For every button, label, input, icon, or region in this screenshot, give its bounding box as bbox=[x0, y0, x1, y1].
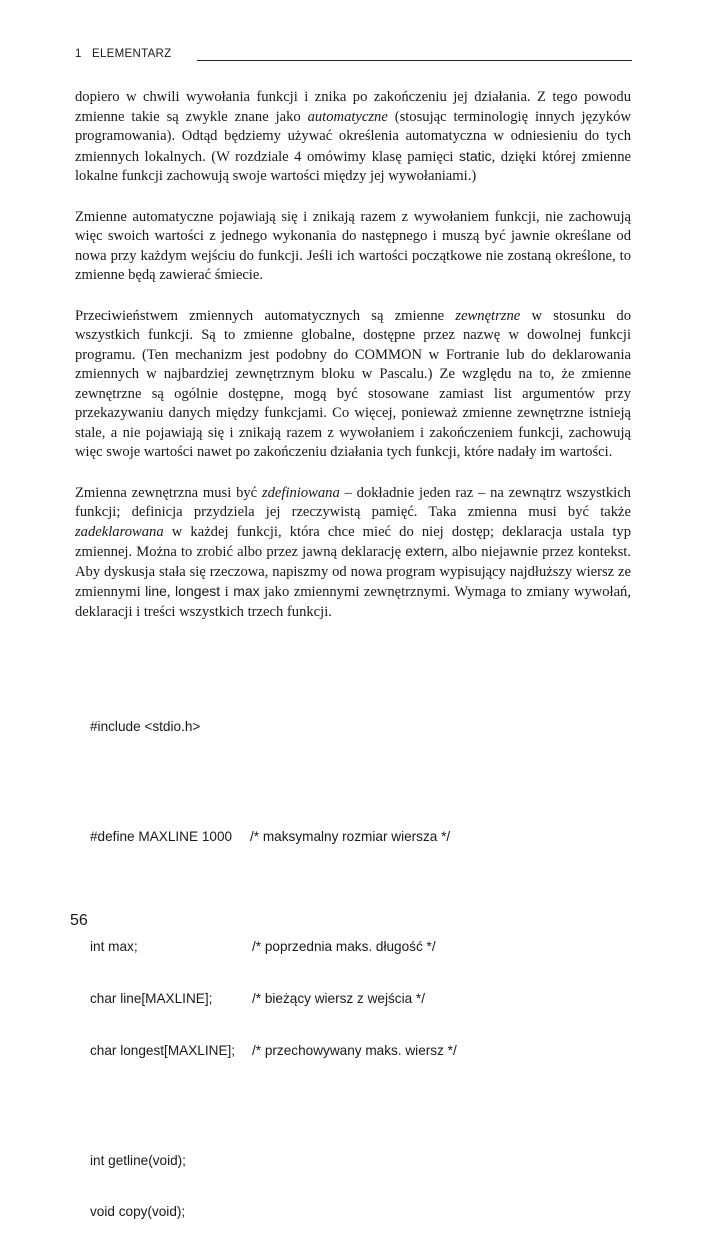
code-line-proto: int getline(void); bbox=[90, 1152, 186, 1168]
chapter-number: 1 bbox=[75, 48, 82, 60]
code-line-decl: char longest[MAXLINE]; /* przechowywany maks. wiersz */ bbox=[90, 1042, 457, 1058]
code-listing bbox=[90, 684, 457, 1238]
header-rule bbox=[197, 60, 632, 61]
chapter-title: ELEMENTARZ bbox=[92, 48, 172, 60]
body-text bbox=[75, 88, 631, 643]
code-line-define: #define MAXLINE 1000 /* maksymalny rozmiar wiersza */ bbox=[90, 829, 451, 845]
paragraph-2: Zmienne automatyczne pojawiają się i znikają razem z wywołaniem funkcji, nie zachowują więc swoich wartości z jednego wykonania do następnego i muszą być jawnie określane od nowa przy każdym wejściu do funkcji. Jeśli ich wartości początkowe nie zostaną określone, to zmienne będą zawierać śmiecie. bbox=[75, 208, 631, 283]
code-comment: /* poprzednia maks. długość */ bbox=[252, 939, 436, 955]
page-number: 56 bbox=[70, 912, 88, 929]
term-zdefiniowana: zdefiniowana bbox=[261, 484, 340, 501]
code-line-proto: void copy(void); bbox=[90, 1204, 186, 1220]
keyword-static: static bbox=[458, 147, 492, 164]
term-automatyczne: automatyczne bbox=[307, 108, 388, 125]
code-comment: /* przechowywany maks. wiersz */ bbox=[252, 1042, 457, 1058]
keyword-max: max bbox=[233, 583, 260, 599]
paragraph-3: Przeciwieństwem zmiennych automatycznych są zmienne zewnętrzne w stosunku do wszystkich funkcji. Są to zmienne globalne, dostępne przez nazwę w dowolnej funkcji programu. (Ten mechanizm jest podobny do COMMON w Fortranie lub do deklarowania zmiennych w najbardziej zewnętrznym bloku w Pascalu.) Ze względu na to, że zmienne zewnętrzne są ogólnie dostępne, mogą być stosowane zamiast list argumentów przy przekazywaniu danych między funkcjami. Co więcej, ponieważ zmienne zewnętrzne istnieją stale, a nie pojawiają się i znikają razem z wywołaniem i zakończeniem funkcji, zachowują więc swoje wartości nawet po zakończeniu działania tych funkcji, które nadały im wartości. bbox=[75, 307, 632, 460]
keyword-extern: extern bbox=[405, 543, 445, 559]
paragraph-1: dopiero w chwili wywołania funkcji i znika po zakończeniu jej działania. Z tego powodu zmienne takie są zwykle znane jako automatyczne (stosując terminologię innych języków programowania). Odtąd będziemy używać określenia automatyczna w odniesieniu do tych zmiennych lokalnych. (W rozdziale 4 omówimy klasę pamięci static, dzięki której zmienne lokalne funkcji zachowują swoje wartości między jej wywołaniami.) bbox=[75, 89, 631, 184]
term-zadeklarowana: zadeklarowana bbox=[75, 523, 164, 540]
code-comment: /* maksymalny rozmiar wiersza */ bbox=[250, 829, 451, 845]
running-header bbox=[75, 48, 635, 66]
keyword-line: line bbox=[145, 583, 167, 599]
code-line-decl: int max; /* poprzednia maks. długość */ bbox=[90, 939, 436, 955]
code-line-decl: char line[MAXLINE]; /* bieżący wiersz z wejścia */ bbox=[90, 991, 425, 1006]
paragraph-4: Zmienna zewnętrzna musi być zdefiniowana – dokładnie jeden raz – na zewnątrz wszystkich funkcji; definicja przydziela jej rzeczywistą pamięć. Taka zmienna musi być także zadeklarowana w każdej funkcji, która chce mieć do niej dostęp; deklaracja ustala typ zmiennej. Można to zrobić albo przez jawną deklarację extern, albo niejawnie przez kontekst. Aby dyskusja stała się rzeczowa, napiszmy od nowa program wypisujący najdłuższy wiersz ze zmiennymi line, longest i max jako zmiennymi zewnętrznymi. Wymaga to zmiany wywołań, deklaracji i treści wszystkich trzech funkcji. bbox=[75, 484, 632, 620]
code-line-include: #include <stdio.h> bbox=[90, 719, 201, 735]
code-comment: /* bieżący wiersz z wejścia */ bbox=[252, 991, 425, 1006]
term-zewnetrzne: zewnętrzne bbox=[455, 307, 521, 324]
keyword-longest: longest bbox=[175, 583, 221, 599]
